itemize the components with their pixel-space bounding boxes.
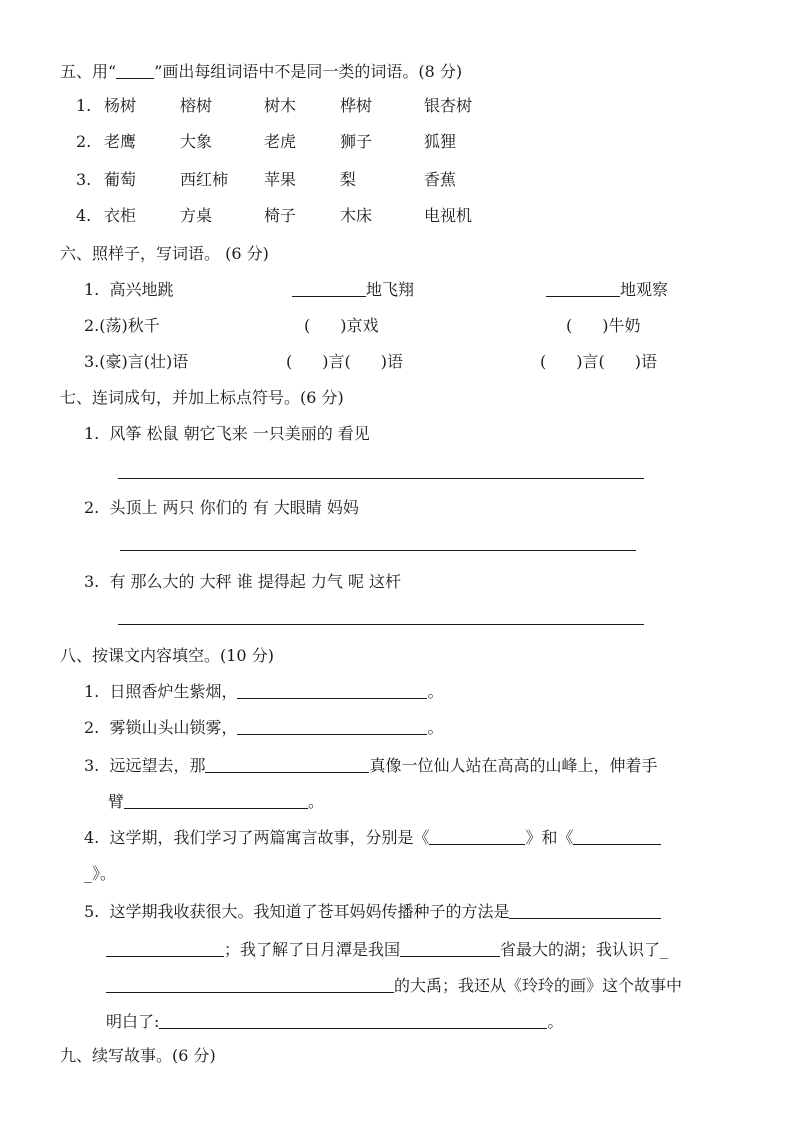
word-item[interactable]: 老虎 <box>264 132 297 151</box>
s7-item-3: 3. 有 那么大的 大秤 谁 提得起 力气 呢 这杆 <box>84 572 402 591</box>
word-item[interactable]: 香蕉 <box>424 170 457 189</box>
word-item[interactable]: 杨树 <box>104 96 137 115</box>
word-item[interactable]: 方桌 <box>180 206 213 225</box>
word-item[interactable]: 衣柜 <box>104 206 137 225</box>
s8-item-3-cont: 臂 。 <box>108 792 325 811</box>
answer-line[interactable] <box>118 624 644 625</box>
s6-item-2-b: ( )京戏 <box>304 316 379 335</box>
s6-item-1-b: 地飞翔 <box>292 280 414 300</box>
word-item[interactable]: 银杏树 <box>424 96 473 115</box>
s8-item-5-line-3: 的大禹；我还从《玲玲的画》这个故事中 <box>106 976 682 996</box>
answer-blank[interactable] <box>400 940 500 957</box>
answer-line[interactable] <box>118 478 644 479</box>
s6-item-1: 1. 高兴地跳 <box>84 280 174 299</box>
group-number: 1. <box>76 96 92 115</box>
s8-item-2: 2. 雾锁山头山锁雾， 。 <box>84 718 444 737</box>
answer-blank[interactable] <box>124 792 308 809</box>
answer-blank[interactable] <box>106 940 224 957</box>
word-item[interactable]: 椅子 <box>264 206 297 225</box>
s8-item-5-line-2: ；我了解了日月潭是我国 省最大的湖；我认识了_ <box>106 940 668 960</box>
word-item[interactable]: 木床 <box>340 206 373 225</box>
group-number: 4. <box>76 206 92 225</box>
s8-item-5-line-4: 明白了: 。 <box>106 1012 564 1031</box>
s6-item-2: 2.(荡)秋千 <box>84 316 160 335</box>
answer-blank[interactable] <box>159 1012 547 1029</box>
word-item[interactable]: 大象 <box>180 132 213 151</box>
title-blank <box>116 62 154 79</box>
answer-line[interactable] <box>120 550 636 551</box>
section-7-title: 七、连词成句，并加上标点符号。(6 分) <box>60 388 344 407</box>
word-item[interactable]: 西红柿 <box>180 170 229 189</box>
answer-blank[interactable] <box>546 280 620 297</box>
word-item[interactable]: 电视机 <box>424 206 473 225</box>
group-number: 2. <box>76 132 92 151</box>
section-9-title: 九、续写故事。(6 分) <box>60 1046 216 1065</box>
word-item[interactable]: 葡萄 <box>104 170 137 189</box>
s8-item-5: 5. 这学期我收获很大。我知道了苍耳妈妈传播种子的方法是 <box>84 902 661 922</box>
s8-item-4: 4. 这学期，我们学习了两篇寓言故事，分别是《 》和《 <box>84 828 661 848</box>
word-item[interactable]: 老鹰 <box>104 132 137 151</box>
s8-item-3: 3. 远远望去，那 真像一位仙人站在高高的山峰上，伸着手 <box>84 756 658 775</box>
s6-item-3: 3.(豪)言(壮)语 <box>84 352 189 371</box>
group-number: 3. <box>76 170 92 189</box>
s6-item-1-c: 地观察 <box>546 280 668 300</box>
s7-item-1: 1. 风筝 松鼠 朝它飞来 一只美丽的 看见 <box>84 424 370 443</box>
answer-blank[interactable] <box>237 718 427 735</box>
word-item[interactable]: 树木 <box>264 96 297 115</box>
answer-blank[interactable] <box>509 902 661 919</box>
word-item[interactable]: 桦树 <box>340 96 373 115</box>
answer-blank[interactable] <box>237 682 427 699</box>
s8-item-1: 1. 日照香炉生紫烟， 。 <box>84 682 444 701</box>
word-item[interactable]: 梨 <box>340 170 357 189</box>
answer-blank[interactable] <box>573 828 661 845</box>
s8-item-4-cont: _》。 <box>84 864 117 883</box>
word-item[interactable]: 狐狸 <box>424 132 457 151</box>
section-5-title: 五、用“ ”画出每组词语中不是同一类的词语。(8 分) <box>60 62 463 81</box>
word-item[interactable]: 狮子 <box>340 132 373 151</box>
section-6-title: 六、照样子，写词语。 (6 分) <box>60 244 269 263</box>
section-8-title: 八、按课文内容填空。(10 分) <box>60 646 274 665</box>
s7-item-2: 2. 头顶上 两只 你们的 有 大眼睛 妈妈 <box>84 498 359 517</box>
answer-blank[interactable] <box>292 280 366 297</box>
answer-blank[interactable] <box>106 976 394 993</box>
answer-blank[interactable] <box>429 828 525 845</box>
word-item[interactable]: 榕树 <box>180 96 213 115</box>
s6-item-2-c: ( )牛奶 <box>566 316 641 335</box>
answer-blank[interactable] <box>205 756 369 773</box>
s6-item-3-c: ( )言( )语 <box>540 352 657 371</box>
s6-item-3-b: ( )言( )语 <box>286 352 403 371</box>
word-item[interactable]: 苹果 <box>264 170 297 189</box>
